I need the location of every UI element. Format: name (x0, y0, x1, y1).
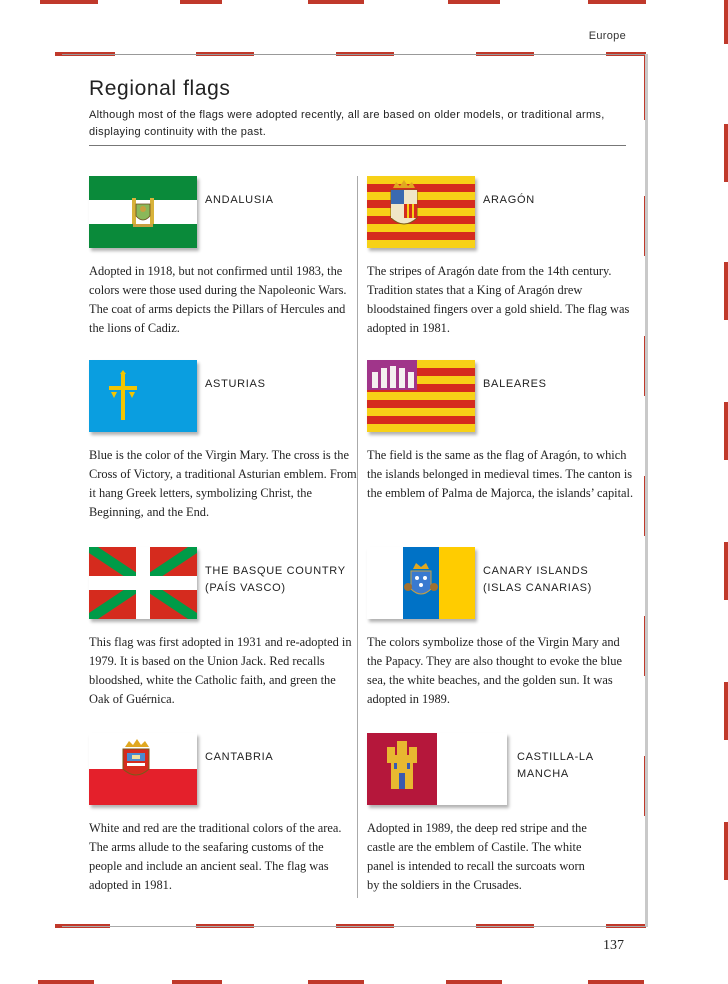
frame-top-line (62, 54, 646, 55)
page-title: Regional flags (89, 77, 231, 100)
section-label: Europe (588, 30, 626, 42)
region-name: CANTABRIA (205, 751, 274, 763)
region-description: Adopted in 1989, the deep red stripe and the castle are the emblem of Castile. The white panel is intended to recall the surcoats worn by the soldiers in the Crusades. (367, 821, 587, 892)
region-description: This flag was first adopted in 1931 and re-adopted in 1979. It is based on the Union Jack. Red recalls bloodshed, white the Catholic faith, and green the Oak of Guérnica. (89, 635, 352, 706)
edge-mark (724, 402, 728, 460)
region-name (483, 563, 592, 597)
region-name-line: CASTILLA-LA (517, 751, 594, 763)
aragon-flag (367, 176, 475, 248)
edge-mark (308, 0, 364, 4)
edge-mark (724, 542, 728, 600)
region-description: Blue is the color of the Virgin Mary. The cross is the Cross of Victory, a traditional Asturian emblem. From it hang Greek letters, symbolizing Christ, the Beginning, and the End. (89, 448, 357, 519)
edge-mark (180, 0, 222, 4)
page-number: 137 (603, 938, 624, 953)
castilla-la-mancha-flag (367, 733, 507, 805)
edge-mark (724, 682, 728, 740)
region-description: Adopted in 1918, but not confirmed until 1983, the colors were those used during the Napoleonic Wars. The coat of arms depicts the Pillars of Hercules and the lions of Cadiz. (89, 264, 347, 335)
asturias-flag (89, 360, 197, 432)
region-description: The stripes of Aragón date from the 14th century. Tradition states that a King of Aragón drew bloodstained fingers over a gold shield. The flag was adopted in 1981. (367, 264, 630, 335)
frame-right-bar (645, 54, 648, 927)
cantabria-flag (89, 733, 197, 805)
edge-mark (448, 0, 500, 4)
edge-mark (724, 0, 728, 44)
region-name-line: MANCHA (517, 768, 569, 780)
page-subtitle: Although most of the flags were adopted recently, all are based on older models, or traditional arms, displaying continuity with the past. (89, 109, 605, 138)
basque-country-flag (89, 547, 197, 619)
canary-islands-flag (367, 547, 475, 619)
region-name: ARAGÓN (483, 194, 535, 206)
andalusia-flag (89, 176, 197, 248)
baleares-flag (367, 360, 475, 432)
region-description: The field is the same as the flag of Aragón, to which the islands belonged in medieval times. The canton is the emblem of Palma de Majorca, the islands’ capital. (367, 448, 634, 500)
edge-mark (724, 124, 728, 182)
region-name: BALEARES (483, 378, 547, 390)
region-name-line: (PAÍS VASCO) (205, 582, 286, 594)
region-name: ANDALUSIA (205, 194, 274, 206)
edge-mark (446, 980, 502, 984)
frame-bottom-line (62, 926, 646, 927)
edge-mark (724, 262, 728, 320)
region-name (205, 563, 346, 597)
edge-mark (588, 0, 646, 4)
edge-mark (588, 980, 644, 984)
region-name-line: (ISLAS CANARIAS) (483, 582, 593, 594)
title-rule (89, 145, 626, 146)
edge-mark (172, 980, 222, 984)
edge-mark (38, 980, 94, 984)
region-name (517, 749, 594, 783)
region-description: White and red are the traditional colors of the area. The arms allude to the seafaring customs of the people and include an ancient seal. The flag was adopted in 1981. (89, 821, 342, 892)
region-name-line: CANARY ISLANDS (483, 565, 589, 577)
edge-mark (308, 980, 364, 984)
region-name-line: THE BASQUE COUNTRY (205, 565, 346, 577)
edge-mark (40, 0, 98, 4)
region-name: ASTURIAS (205, 378, 266, 390)
region-description: The colors symbolize those of the Virgin Mary and the Papacy. They are also thought to evoke the blue sea, the white beaches, and the golden sun. It was adopted in 1989. (367, 635, 622, 706)
edge-mark (724, 822, 728, 880)
